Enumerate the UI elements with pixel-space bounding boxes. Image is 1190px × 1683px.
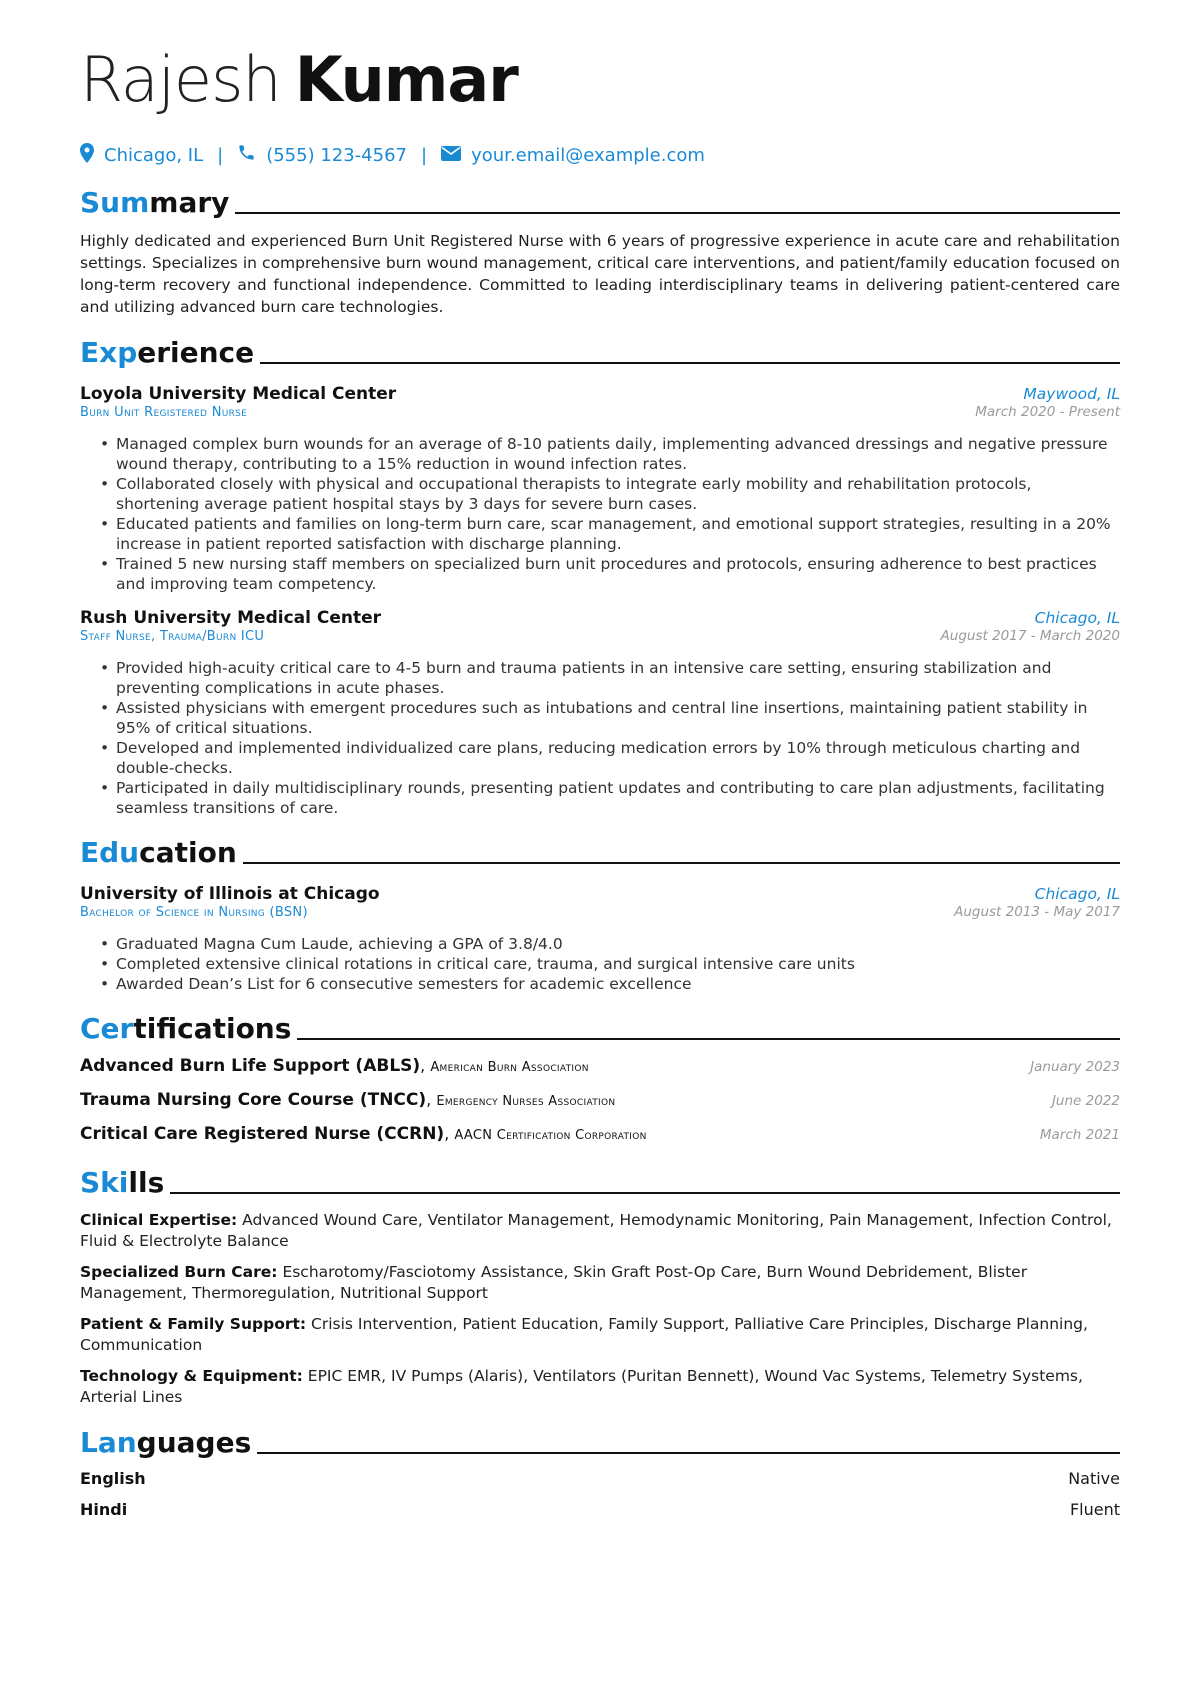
experience-heading: Experience xyxy=(80,334,1120,370)
skill-group xyxy=(80,1366,1120,1408)
skill-label: Patient & Family Support: xyxy=(80,1315,307,1333)
certifications-heading: Certifications xyxy=(80,1010,1120,1046)
language-name: English xyxy=(80,1469,146,1488)
contact-phone[interactable]: (555) 123-4567 xyxy=(266,144,407,166)
cert-issuer: AACN Certification Corporation xyxy=(454,1128,647,1143)
list-item: • Educated patients and families on long-term burn care, scar management, and emotional support strategies, resulting in a 20% increase in patient reported satisfaction with discharge planning. xyxy=(116,514,1120,554)
cert-issuer: American Burn Association xyxy=(430,1060,589,1075)
language-name: Hindi xyxy=(80,1500,128,1519)
language-level: Native xyxy=(1068,1469,1120,1488)
envelope-icon xyxy=(441,145,461,166)
list-item: • Collaborated closely with physical and occupational therapists to integrate early mobility and rehabilitation protocols, shortening average patient hospital stays by 3 days for severe burn cases. xyxy=(116,474,1120,514)
summary-heading: Summary xyxy=(80,184,1120,220)
education-entry xyxy=(80,884,1120,994)
skill-label: Technology & Equipment: xyxy=(80,1367,303,1385)
cert-issuer: Emergency Nurses Association xyxy=(436,1094,616,1109)
language-level: Fluent xyxy=(1069,1500,1120,1519)
certification-item: Trauma Nursing Core Course (TNCC), Emergency Nurses Association June 2022 xyxy=(80,1090,1120,1110)
job-dates: August 2017 - March 2020 xyxy=(940,628,1120,644)
contact-email[interactable]: your.email@example.com xyxy=(471,144,705,166)
first-name: Rajesh xyxy=(80,43,281,116)
skill-label: Clinical Expertise: xyxy=(80,1211,238,1229)
section-rule xyxy=(170,1192,1120,1194)
language-item xyxy=(80,1500,1120,1522)
last-name: Kumar xyxy=(294,43,518,116)
job-location: Maywood, IL xyxy=(1023,385,1120,403)
education-heading: Education xyxy=(80,834,1120,870)
list-item: • Assisted physicians with emergent procedures such as intubations and central line insertions, maintaining patient stability in 95% of critical situations. xyxy=(116,698,1120,738)
skills-heading: Skills xyxy=(80,1164,1120,1200)
degree: Bachelor of Science in Nursing (BSN) xyxy=(80,905,308,920)
contact-separator: | xyxy=(421,144,428,166)
job-bullets xyxy=(80,658,1120,818)
list-item: • Developed and implemented individualized care plans, reducing medication errors by 10% through meticulous charting and double-checks. xyxy=(116,738,1120,778)
phone-icon xyxy=(237,143,256,167)
section-rule xyxy=(297,1038,1120,1040)
section-rule xyxy=(235,212,1120,214)
school-dates: August 2013 - May 2017 xyxy=(954,904,1120,920)
job-title: Burn Unit Registered Nurse xyxy=(80,405,248,420)
section-rule xyxy=(257,1452,1120,1454)
skill-group xyxy=(80,1314,1120,1356)
job-title: Staff Nurse, Trauma/Burn ICU xyxy=(80,629,265,644)
list-item: • Completed extensive clinical rotations in critical care, trauma, and surgical intensive care units xyxy=(116,954,1120,974)
skill-group xyxy=(80,1210,1120,1252)
contact-line xyxy=(80,142,1120,168)
section-rule xyxy=(260,362,1120,364)
list-item: • Graduated Magna Cum Laude, achieving a GPA of 3.8/4.0 xyxy=(116,934,1120,954)
skill-label: Specialized Burn Care: xyxy=(80,1263,278,1281)
certification-item: Critical Care Registered Nurse (CCRN), AACN Certification Corporation March 2021 xyxy=(80,1124,1120,1144)
cert-date: June 2022 xyxy=(1051,1093,1120,1109)
experience-entry xyxy=(80,608,1120,818)
job-location: Chicago, IL xyxy=(1034,609,1120,627)
cert-name: Critical Care Registered Nurse (CCRN) xyxy=(80,1124,445,1144)
list-item: • Managed complex burn wounds for an average of 8-10 patients daily, implementing advanced dressings and negative pressure wound therapy, contributing to a 15% reduction in wound infection rates. xyxy=(116,434,1120,474)
education-bullets xyxy=(80,934,1120,994)
skill-text: Escharotomy/Fasciotomy Assistance, Skin Graft Post-Op Care, Burn Wound Debridement, Blister Management, Thermoregulation, Nutritional Support xyxy=(80,1263,1028,1302)
certification-item: Advanced Burn Life Support (ABLS), American Burn Association January 2023 xyxy=(80,1056,1120,1076)
employer-name: Loyola University Medical Center xyxy=(80,384,397,404)
summary-text: Highly dedicated and experienced Burn Unit Registered Nurse with 6 years of progressive experience in acute care and rehabilitation settings. Specializes in comprehensive burn wound management, critical care interventions, and patient/family education focused on long-term recovery and functional independence. Committed to leading interdisciplinary teams in delivering patient-centered care and utilizing advanced burn care technologies. xyxy=(80,232,1120,316)
job-dates: March 2020 - Present xyxy=(975,404,1120,420)
experience-entry xyxy=(80,384,1120,594)
cert-date: January 2023 xyxy=(1030,1059,1120,1075)
list-item: • Trained 5 new nursing staff members on specialized burn unit procedures and protocols, ensuring adherence to best practices and improving team competency. xyxy=(116,554,1120,594)
cert-name: Advanced Burn Life Support (ABLS) xyxy=(80,1056,421,1076)
list-item: • Provided high-acuity critical care to 4-5 burn and trauma patients in an intensive care setting, ensuring stabilization and preventing complications in acute phases. xyxy=(116,658,1120,698)
school-location: Chicago, IL xyxy=(1034,885,1120,903)
list-item: • Awarded Dean’s List for 6 consecutive semesters for academic excellence xyxy=(116,974,1120,994)
languages-heading: Languages xyxy=(80,1424,1120,1460)
school-name: University of Illinois at Chicago xyxy=(80,884,380,904)
skill-text: Crisis Intervention, Patient Education, Family Support, Palliative Care Principles, Discharge Planning, Communication xyxy=(80,1315,1088,1354)
candidate-name xyxy=(80,44,1120,120)
contact-separator: | xyxy=(217,144,224,166)
list-item: • Participated in daily multidisciplinary rounds, presenting patient updates and contributing to care plan adjustments, facilitating seamless transitions of care. xyxy=(116,778,1120,818)
job-bullets xyxy=(80,434,1120,594)
cert-name: Trauma Nursing Core Course (TNCC) xyxy=(80,1090,427,1110)
employer-name: Rush University Medical Center xyxy=(80,608,382,628)
location-pin-icon xyxy=(80,143,94,168)
cert-date: March 2021 xyxy=(1039,1127,1120,1143)
contact-location: Chicago, IL xyxy=(104,144,204,166)
section-rule xyxy=(243,862,1120,864)
skill-text: EPIC EMR, IV Pumps (Alaris), Ventilators (Puritan Bennett), Wound Vac Systems, Telemetry Systems, Arterial Lines xyxy=(80,1367,1083,1406)
skill-group xyxy=(80,1262,1120,1304)
skill-text: Advanced Wound Care, Ventilator Management, Hemodynamic Monitoring, Pain Management, Infection Control, Fluid & Electrolyte Balance xyxy=(80,1211,1112,1250)
language-item xyxy=(80,1469,1120,1491)
